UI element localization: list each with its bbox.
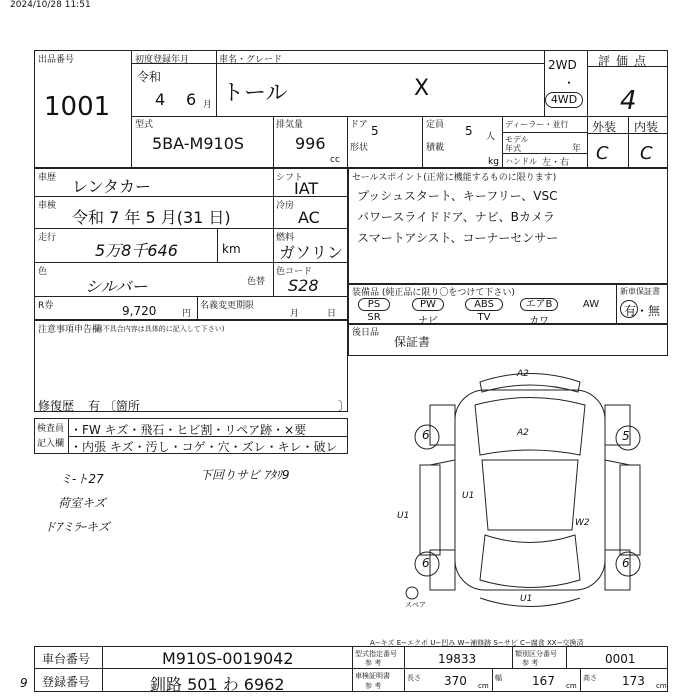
height-label: 高さ (583, 674, 597, 682)
length-label: 長さ (407, 674, 421, 682)
equip-tv: TV (477, 312, 491, 323)
warranty-label: 新車保証書 (620, 287, 660, 296)
caution-label: 注意事項申告欄 (38, 325, 102, 335)
int-label: 内装 (634, 120, 659, 134)
history-label: 車歴 (38, 173, 57, 183)
handle-value: 左・右 (542, 158, 570, 168)
disp-unit: cc (330, 155, 340, 165)
length-unit: cm (478, 682, 489, 690)
door-label: ドア (350, 120, 368, 130)
height-value: 173 (622, 674, 645, 688)
ext-label: 外装 (592, 120, 617, 134)
after-label: 後日品 (352, 328, 380, 338)
capacity-value: 5 (465, 124, 473, 138)
width-unit: cm (566, 682, 577, 690)
type-sub: 参 考 (365, 659, 382, 667)
equip-pw: PW (412, 298, 444, 311)
timestamp: 2024/10/28 11:51 (10, 0, 91, 10)
tax-label: 名義変更期限 (200, 301, 255, 311)
int-grade: C (640, 143, 653, 164)
handle-label: ハンドル (505, 157, 537, 166)
dims-label: 車検証明書 (355, 672, 390, 680)
ac-label: 冷房 (276, 201, 295, 211)
mileage-label: 走行 (38, 233, 57, 243)
mark-u1-rear: U1 (520, 594, 533, 604)
height-unit: cm (656, 682, 667, 690)
color-value: シルバー (85, 277, 148, 296)
shape-label: 形状 (350, 143, 369, 153)
disp-label: 排気量 (276, 120, 304, 130)
car-name: トール (222, 81, 288, 106)
reg-label: 初度登録年月 (135, 55, 190, 65)
tire-front-right: 5 (622, 429, 630, 443)
tax-day: 日 (327, 309, 337, 319)
sales-line-1: プッシュスタート、キーフリー、VSC (357, 189, 558, 203)
car-diagram (400, 360, 660, 620)
width-label: 幅 (495, 674, 502, 682)
capacity-unit: 人 (486, 132, 496, 142)
inspector-line-2: ・内張 キズ・汚し・コゲ・穴・ズレ・キレ・破レ (70, 440, 338, 454)
ext-grade: C (596, 143, 609, 164)
plate-value: 釧路 501 わ 6962 (150, 675, 285, 694)
mark-u1-roof: U1 (462, 491, 475, 501)
mark-u1-left: U1 (397, 511, 410, 521)
history-value: レンタカー (72, 177, 151, 196)
drive-2wd: 2WD (548, 58, 577, 72)
after-value: 保証書 (394, 335, 431, 349)
chassis-value: M910S-0019042 (162, 649, 294, 668)
load-label: 積載 (426, 143, 445, 153)
inspector-line-1: ・FW キズ・飛石・ヒビ割・リペア跡・×要 (70, 423, 307, 437)
disp-value: 996 (295, 134, 326, 153)
color-label: 色 (38, 267, 48, 277)
recycle-label: R券 (38, 301, 54, 311)
sales-label: セールスポイント(正常に機能するものに限ります) (352, 173, 557, 183)
drive-4wd: 4WD (545, 92, 583, 108)
tire-rear-left: 6 (422, 556, 430, 570)
dealer-label: ディーラー・並行 (505, 120, 569, 129)
ac-value: AC (298, 208, 320, 227)
chassis-label: 車台番号 (42, 652, 91, 666)
hand-note-right: 下回りサビ ｱﾀﾘ9 (200, 468, 290, 482)
load-unit: kg (488, 157, 499, 167)
reg-era: 令和 (137, 70, 162, 84)
tire-front-left: 6 (422, 428, 430, 442)
reg-year: 4 (155, 90, 166, 109)
tire-rear-right: 6 (622, 556, 630, 570)
color-code-value: S28 (288, 276, 319, 295)
score-label: 評価点 (598, 54, 653, 68)
fuel-value: ガソリン (279, 243, 344, 262)
equip-ps: PS (358, 298, 390, 311)
type-value: 19833 (438, 652, 477, 666)
lot-number: 1001 (44, 92, 111, 122)
caution-sub: (不具合内容は具体的に記入して下さい) (100, 325, 225, 333)
sales-line-3: スマートアシスト、コーナーセンサー (357, 231, 559, 245)
hand-note-1: ミ-ト27 (60, 472, 104, 486)
color-code-label: 色コード (276, 267, 313, 277)
model-year-unit: 年 (572, 144, 582, 154)
length-value: 370 (444, 674, 467, 688)
sales-line-2: パワースライドドア、ナビ、Bカメラ (357, 210, 555, 224)
score-value: 4 (620, 86, 637, 116)
inspector-label-2: 記入欄 (37, 439, 65, 449)
equip-leather: カワ (529, 316, 549, 327)
car-name-label: 車名・グレード (219, 55, 283, 65)
page-mark: 9 (20, 676, 28, 690)
warranty-circle (620, 300, 638, 318)
sales-points (348, 168, 668, 284)
mileage-unit: km (222, 242, 241, 256)
mark-a2-hood: A2 (517, 428, 529, 438)
equipment-label: 装備品 (純正品に限り〇をつけて下さい) (352, 288, 515, 298)
hand-note-3: ドｱミﾗｰキズ (44, 520, 110, 534)
inspector-label-1: 検査員 (37, 424, 65, 434)
recycle-value: 9,720 (122, 304, 157, 318)
reg-month: 6 (186, 90, 197, 109)
model-value: 5BA-M910S (152, 134, 245, 153)
door-value: 5 (371, 124, 379, 138)
car-grade: X (414, 76, 430, 101)
capacity-label: 定員 (426, 120, 445, 130)
dims-sub: 参 考 (365, 682, 382, 690)
shift-value: IAT (294, 179, 319, 198)
inspection-value: 令和 7 年 5 月(31 日) (72, 208, 231, 227)
tax-month: 月 (290, 309, 300, 319)
model-year-label: モデル年式 (505, 135, 529, 153)
damage-legend: A−キズ E−エクボ U−凹み W−補修跡 S−サビ C−腐食 XX−交換済 (370, 639, 584, 647)
repair-label: 修復歴 (38, 399, 75, 413)
mileage-value: 5万8千646 (95, 241, 178, 260)
repair-value: 有 〔箇所 (88, 399, 140, 413)
inspection-label: 車検 (38, 201, 57, 211)
recycle-unit: 円 (182, 309, 192, 319)
model-label: 型式 (135, 120, 154, 130)
equip-abs: ABS (465, 298, 503, 311)
equip-navi: ナビ (418, 316, 438, 327)
spare-label: スペア (405, 601, 426, 609)
plate-label: 登録番号 (42, 675, 91, 689)
fuel-label: 燃料 (276, 233, 295, 243)
equip-aw: AW (582, 299, 600, 310)
class-sub: 参 考 (522, 659, 539, 667)
mark-a2-top: A2 (517, 369, 529, 379)
equip-sr: SR (367, 312, 381, 323)
shift-label: シフト (276, 173, 304, 183)
color-change-label: 色替 (247, 277, 266, 287)
equip-airbag: エアB (520, 298, 558, 311)
class-value: 0001 (605, 652, 636, 666)
lot-label: 出品番号 (38, 55, 75, 65)
warranty-value: 有・無 (624, 304, 661, 318)
type-label: 型式指定番号 (355, 650, 397, 658)
class-label: 類別区分番号 (515, 650, 557, 658)
hand-note-2: 荷室キズ (58, 496, 106, 510)
mark-w2-right: W2 (575, 518, 590, 528)
width-value: 167 (532, 674, 555, 688)
reg-month-unit: 月 (203, 100, 213, 110)
repair-end: 〕 (338, 399, 351, 413)
